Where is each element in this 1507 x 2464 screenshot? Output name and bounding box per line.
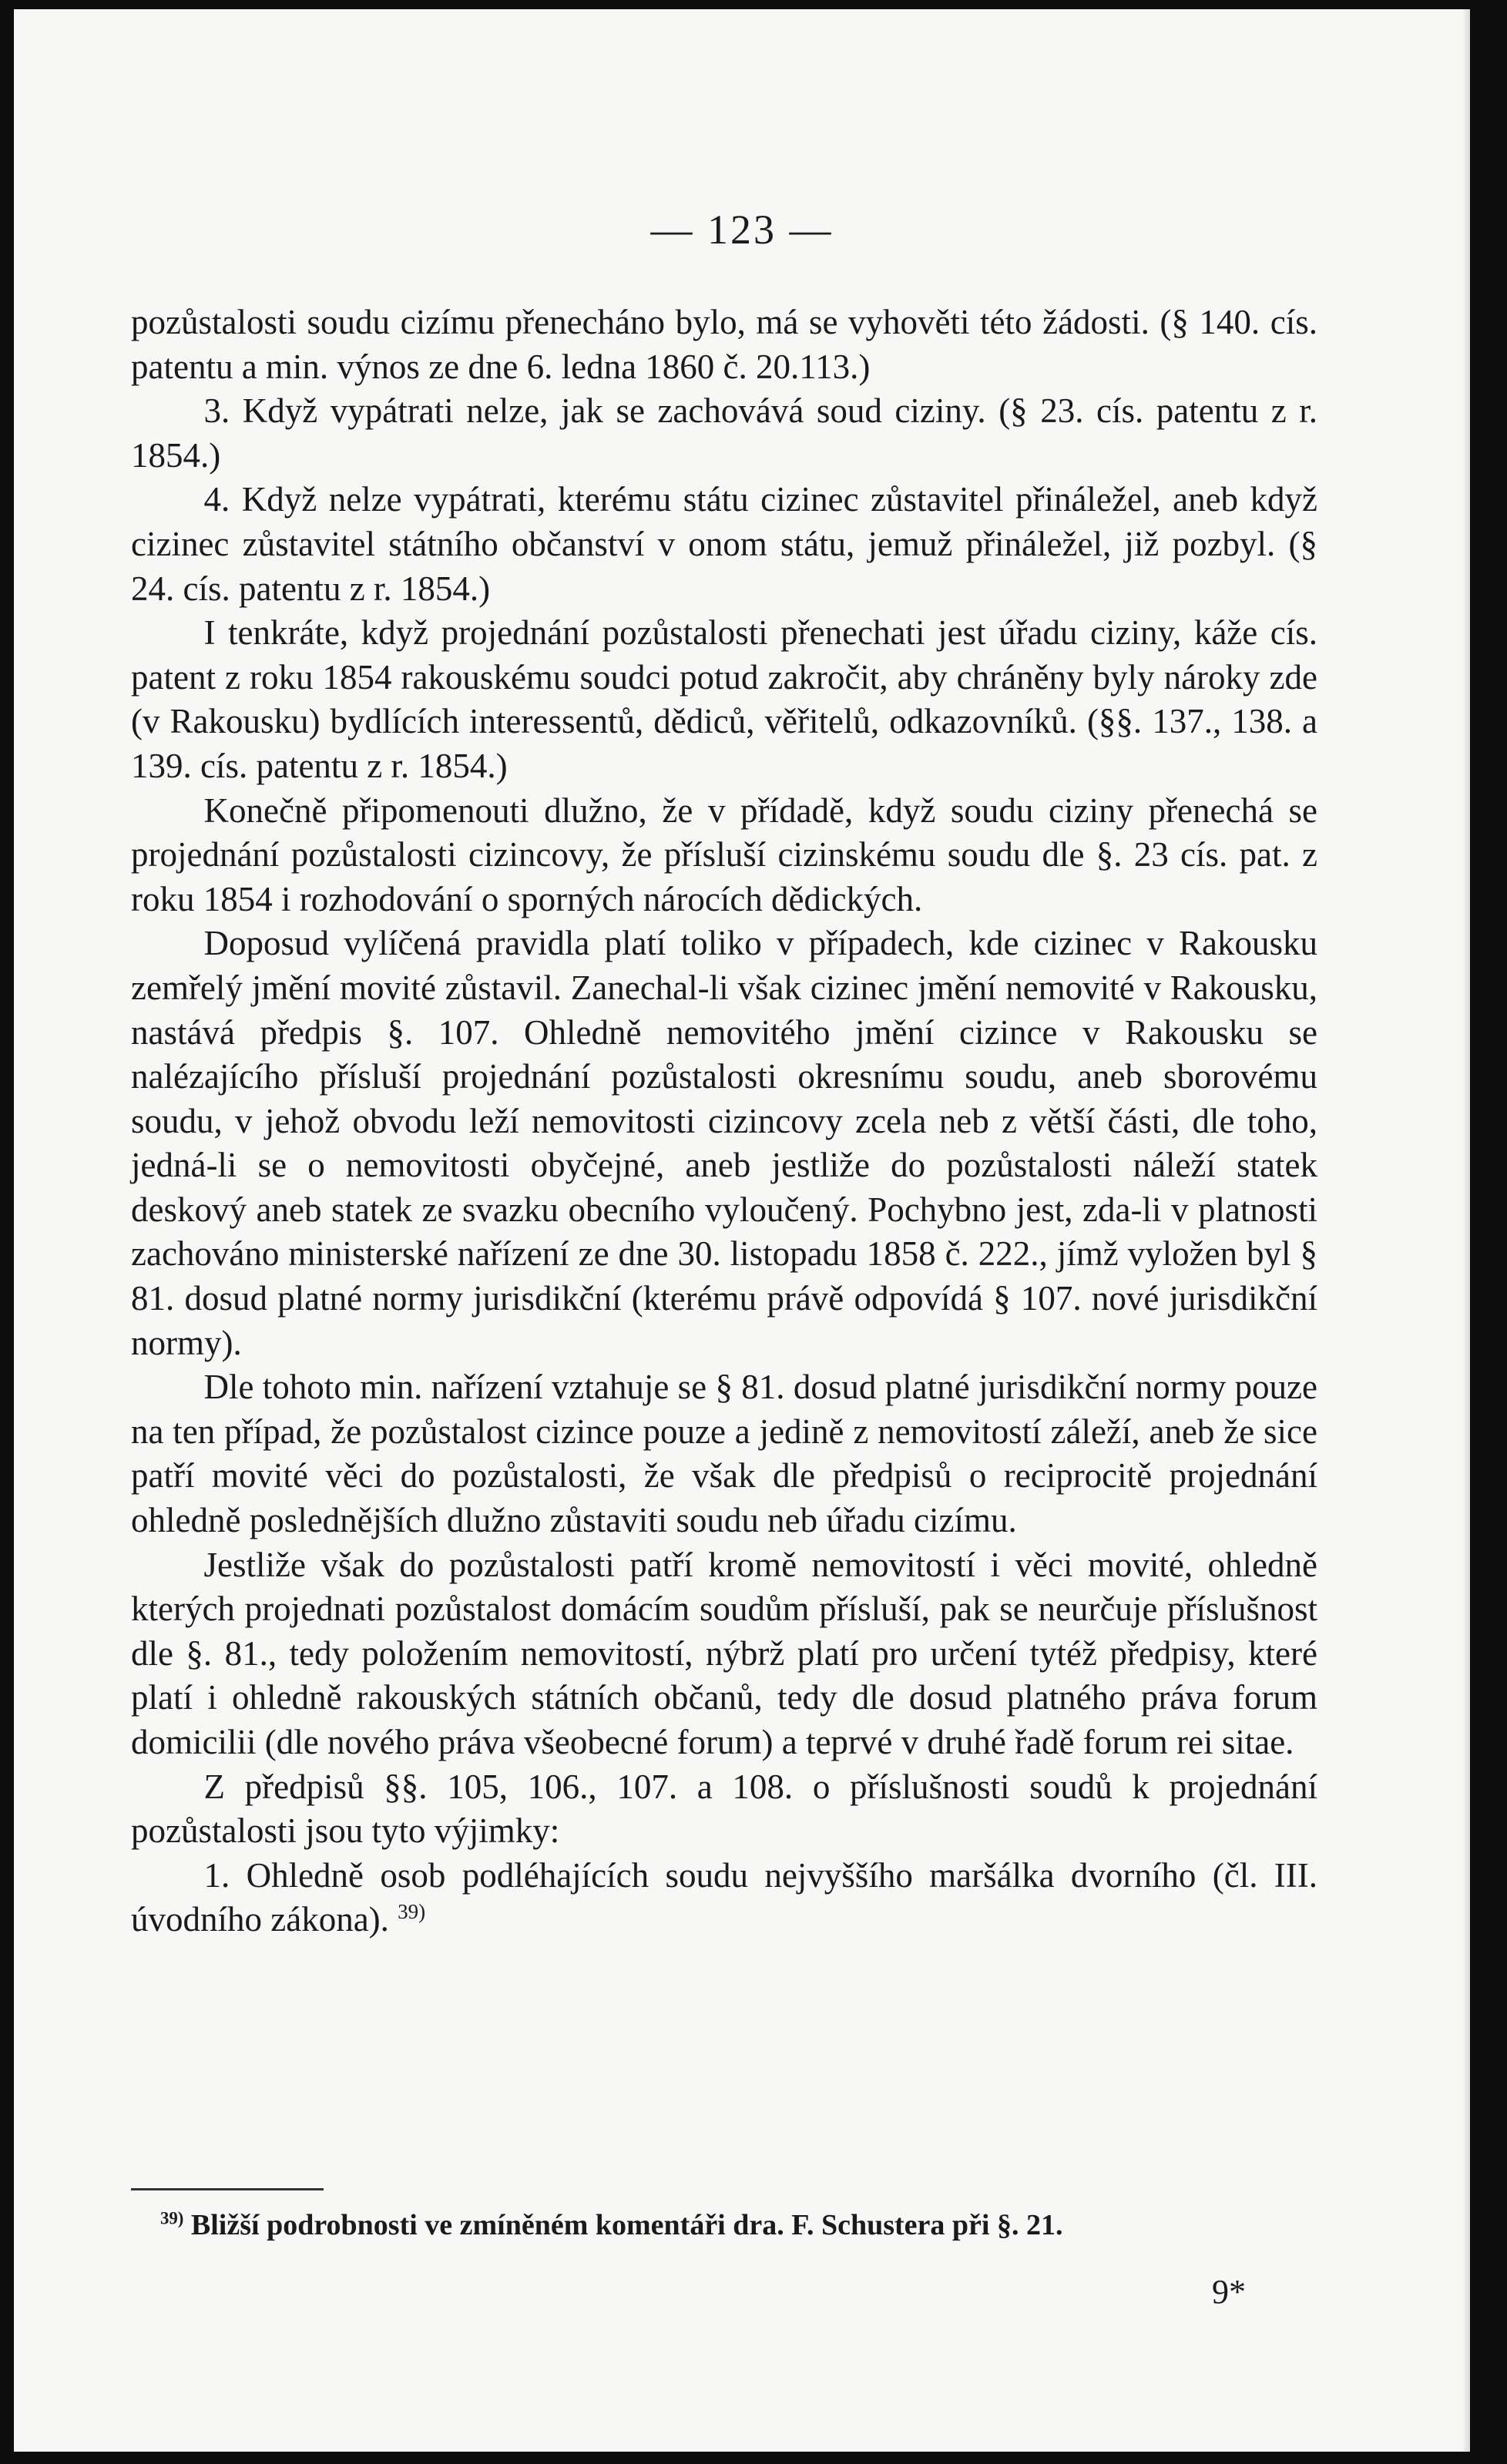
paragraph-6: Doposud vylíčená pravidla platí toliko v případech, kde cizinec v Rakousku zemřelý jmění movité zůstavil. Zanechal-li však cizinec jmění nemovité v Rakousku, nastává předpis §. 107. Ohledně nemovitého jmění cizince v Rakousku se nalézajícího přísluší projednání pozůstalosti okresnímu soudu, aneb sborovému soudu, v jehož obvodu leží nemovitosti cizincovy zcela neb z větší části, dle toho, jedná-li se o nemovitosti obyčejné, aneb jestliže do pozůstalosti náleží statek deskový aneb statek ze svazku obecního vyloučený. Pochybno jest, zda-li v platnosti zachováno ministerské nařízení ze dne 30. listopadu 1858 č. 222., jímž vyložen byl § 81. dosud platné normy jurisdikční (kterému právě odpovídá § 107. nové jurisdikční normy). (131, 924, 1317, 1362)
scanned-page (14, 9, 1470, 2452)
paragraph-7: Dle tohoto min. nařízení vztahuje se § 81. dosud platné jurisdikční normy pouze na ten případ, že pozůstalost cizince pouze a jedině z nemovitostí záleží, aneb že sice patří movité věci do pozůstalosti, že však dle předpisů o reciprocitě projednání ohledně poslednějších dlužno zůstaviti soudu neb úřadu cizímu. (131, 1368, 1317, 1540)
paragraph-4: I tenkráte, když projednání pozůstalosti přenechati jest úřadu ciziny, káže cís. patent z roku 1854 rakouskému soudci potud zakročit, aby chráněny byly nároky zde (v Rakousku) bydlících interessentů, dědiců, věřitelů, odkazovníků. (§§. 137., 138. a 139. cís. patentu z r. 1854.) (131, 613, 1317, 785)
body-text (131, 300, 1317, 1942)
paragraph-10-text: 1. Ohledně osob podléhajících soudu nejvyššího maršálka dvorního (čl. III. úvodního zákona). (131, 1855, 1317, 1939)
page-edge-shadow (1462, 9, 1470, 2452)
paragraph-8: Jestliže však do pozůstalosti patří kromě nemovitostí i věci movité, ohledně kterých projednati pozůstalost domácím soudům přísluší, pak se neurčuje příslušnost dle §. 81., tedy položením nemovitostí, nýbrž platí pro určení tytéž předpisy, které platí i ohledně rakouských státních občanů, tedy dle dosud platného práva forum domicilii (dle nového práva všeobecné forum) a teprvé v druhé řadě forum rei sitae. (131, 1545, 1317, 1761)
paragraph-5: Konečně připomenouti dlužno, že v přídadě, když soudu ciziny přenechá se projednání pozůstalosti cizincovy, že přísluší cizinskému soudu dle §. 23 cís. pat. z roku 1854 i rozhodování o sporných nárocích dědických. (131, 791, 1317, 918)
footnote (160, 2207, 1316, 2244)
footnote-marker: 39) (160, 2208, 184, 2228)
footnote-reference: 39) (398, 1900, 426, 1924)
paragraph-10 (131, 1854, 1317, 1942)
footnote-text: Bližší podrobnosti ve zmíněném komentáři dra. F. Schustera při §. 21. (190, 2209, 1063, 2241)
page-number: — 123 — (650, 206, 834, 253)
footnote-divider (131, 2188, 324, 2190)
paragraph-2: 3. Když vypátrati nelze, jak se zachovává soud ciziny. (§ 23. cís. patentu z r. 1854.) (131, 391, 1317, 475)
paragraph-1: pozůstalosti soudu cizímu přenecháno bylo, má se vyhověti této žádosti. (§ 140. cís. patentu a min. výnos ze dne 6. ledna 1860 č. 20.113.) (131, 303, 1317, 386)
paragraph-3: 4. Když nelze vypátrati, kterému státu cizinec zůstavitel přináležel, aneb když cizinec zůstavitel státního občanství v onom státu, jemuž přináležel, již pozbyl. (§ 24. cís. patentu z r. 1854.) (131, 480, 1317, 608)
signature-mark: 9* (1212, 2273, 1246, 2311)
paragraph-9: Z předpisů §§. 105, 106., 107. a 108. o příslušnosti soudů k projednání pozůstalosti jsou tyto výjimky: (131, 1767, 1317, 1851)
